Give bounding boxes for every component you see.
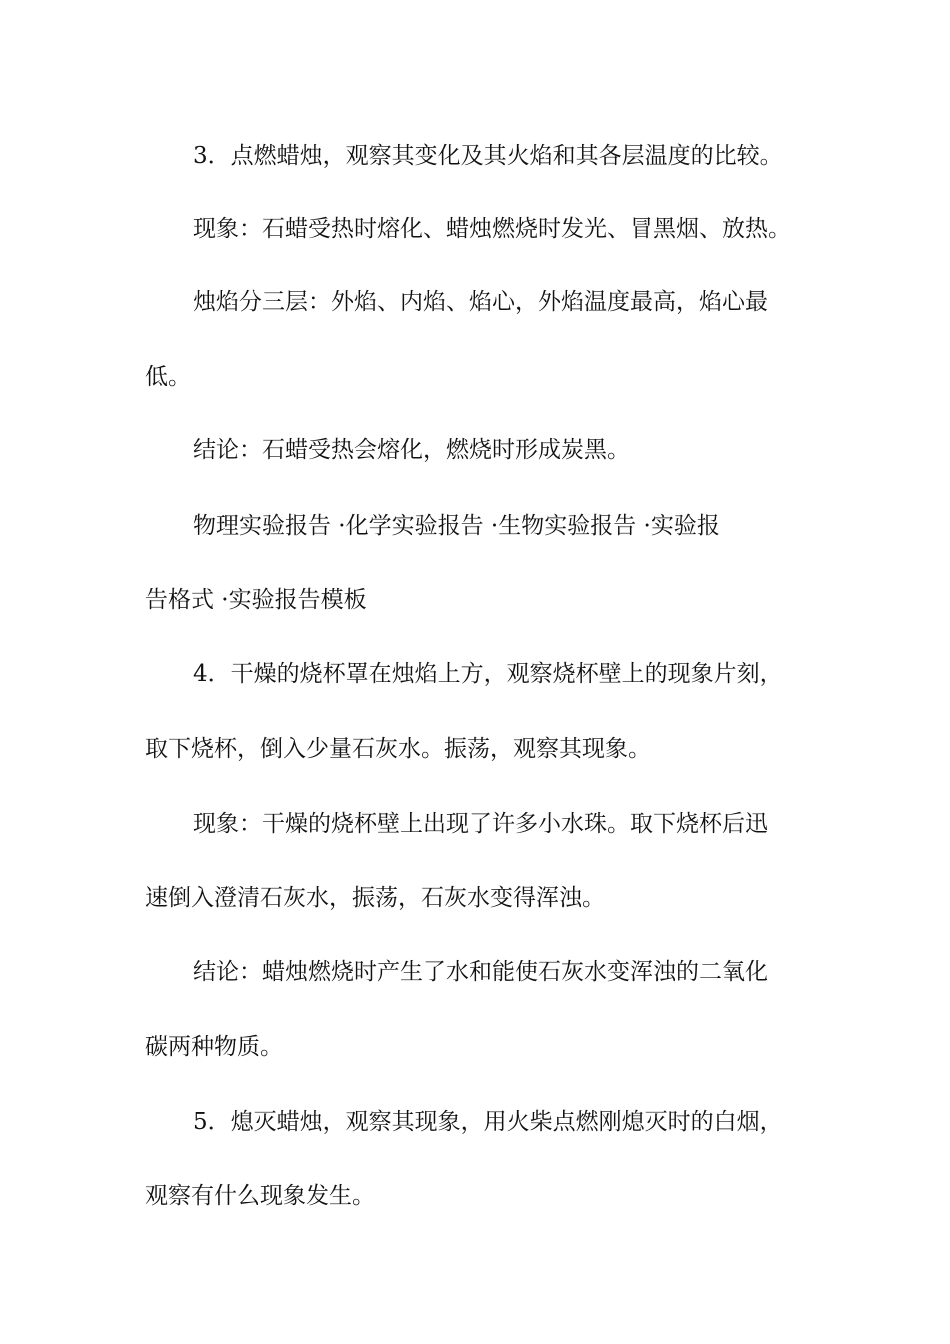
paragraph-conclusion-2-cont: 碳两种物质。 bbox=[145, 1034, 283, 1060]
paragraph-step-5: 5．熄灭蜡烛，观察其现象，用火柴点燃刚熄灭时的白烟， bbox=[193, 1109, 783, 1135]
paragraph-flame-layers: 烛焰分三层：外焰、内焰、焰心，外焰温度最高，焰心最 bbox=[193, 289, 768, 315]
paragraph-phenomenon-2-cont: 速倒入澄清石灰水，振荡，石灰水变得浑浊。 bbox=[145, 885, 605, 911]
paragraph-step-5-cont: 观察有什么现象发生。 bbox=[145, 1183, 375, 1209]
related-links-line: 物理实验报告 ·化学实验报告 ·生物实验报告 ·实验报 bbox=[193, 513, 720, 539]
paragraph-conclusion-2: 结论：蜡烛燃烧时产生了水和能使石灰水变浑浊的二氧化 bbox=[193, 959, 768, 985]
paragraph-step-4-cont: 取下烧杯，倒入少量石灰水。振荡，观察其现象。 bbox=[145, 736, 651, 762]
related-links-line-cont: 告格式 ·实验报告模板 bbox=[145, 587, 367, 613]
paragraph-phenomenon-1: 现象：石蜡受热时熔化、蜡烛燃烧时发光、冒黑烟、放热。 bbox=[193, 216, 791, 242]
paragraph-step-4: 4．干燥的烧杯罩在烛焰上方，观察烧杯壁上的现象片刻， bbox=[193, 661, 783, 687]
paragraph-phenomenon-2: 现象：干燥的烧杯壁上出现了许多小水珠。取下烧杯后迅 bbox=[193, 811, 768, 837]
paragraph-flame-layers-cont: 低。 bbox=[145, 364, 191, 390]
paragraph-conclusion-1: 结论：石蜡受热会熔化，燃烧时形成炭黑。 bbox=[193, 437, 630, 463]
paragraph-step-3: 3．点燃蜡烛，观察其变化及其火焰和其各层温度的比较。 bbox=[193, 143, 783, 169]
